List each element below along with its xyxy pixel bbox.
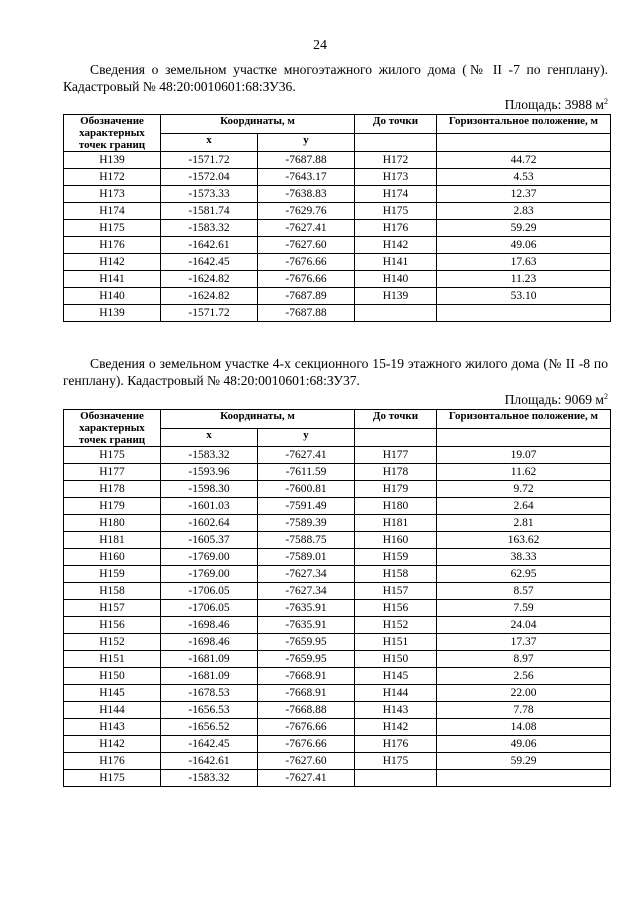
table-row: [64, 305, 611, 322]
cell-coord-x: -1583.32: [161, 447, 258, 464]
cell-point-designation: Н174: [64, 203, 161, 220]
cell-coord-y: -7638.83: [258, 186, 355, 203]
cell-to-point: Н177: [355, 447, 437, 464]
table-row: [64, 254, 611, 271]
cell-horizontal-distance: 62.95: [437, 566, 611, 583]
cell-horizontal-distance: 2.64: [437, 498, 611, 515]
cell-to-point: Н140: [355, 271, 437, 288]
table-row: [64, 617, 611, 634]
header-to-point: До точки: [355, 410, 437, 429]
cell-coord-y: -7627.41: [258, 770, 355, 787]
table-row: [64, 447, 611, 464]
header-to-point: До точки: [355, 115, 437, 134]
cell-coord-x: -1571.72: [161, 305, 258, 322]
cell-coord-y: -7659.95: [258, 651, 355, 668]
cell-point-designation: Н158: [64, 583, 161, 600]
cell-horizontal-distance: 8.97: [437, 651, 611, 668]
cell-to-point: Н160: [355, 532, 437, 549]
section-1-area-label: Площадь: 3988 м: [504, 97, 604, 112]
cell-point-designation: Н140: [64, 288, 161, 305]
cell-to-point: Н180: [355, 498, 437, 515]
cell-coord-x: -1598.30: [161, 481, 258, 498]
cell-to-point: Н181: [355, 515, 437, 532]
header-x: x: [161, 428, 258, 447]
cell-to-point: Н139: [355, 288, 437, 305]
cell-horizontal-distance: 4.53: [437, 169, 611, 186]
cell-coord-y: -7627.34: [258, 566, 355, 583]
cell-horizontal-distance: 11.62: [437, 464, 611, 481]
cell-coord-x: -1642.61: [161, 237, 258, 254]
cell-coord-y: -7676.66: [258, 271, 355, 288]
cell-point-designation: Н145: [64, 685, 161, 702]
cell-to-point: Н144: [355, 685, 437, 702]
cell-coord-y: -7611.59: [258, 464, 355, 481]
header-designation: Обозначение характерных точек границ: [64, 115, 161, 152]
section-2-area: [63, 392, 608, 408]
cell-to-point: Н179: [355, 481, 437, 498]
cell-horizontal-distance: 17.63: [437, 254, 611, 271]
cell-coord-x: -1769.00: [161, 566, 258, 583]
cell-horizontal-distance: 17.37: [437, 634, 611, 651]
cell-to-point: Н176: [355, 220, 437, 237]
table-row: [64, 220, 611, 237]
cell-coord-y: -7668.91: [258, 668, 355, 685]
cell-coord-y: -7589.39: [258, 515, 355, 532]
cell-horizontal-distance: 49.06: [437, 736, 611, 753]
cell-horizontal-distance: 38.33: [437, 549, 611, 566]
cell-coord-y: -7635.91: [258, 600, 355, 617]
cell-coord-x: -1601.03: [161, 498, 258, 515]
cell-horizontal-distance: 9.72: [437, 481, 611, 498]
header-x: x: [161, 133, 258, 152]
cell-coord-x: -1698.46: [161, 617, 258, 634]
cell-point-designation: Н144: [64, 702, 161, 719]
table-row: [64, 770, 611, 787]
table-row: [64, 498, 611, 515]
cell-coord-y: -7588.75: [258, 532, 355, 549]
cell-horizontal-distance: 8.57: [437, 583, 611, 600]
cell-to-point: Н151: [355, 634, 437, 651]
section-2-coordinates-table: [63, 409, 611, 787]
cell-point-designation: Н172: [64, 169, 161, 186]
cell-to-point: Н158: [355, 566, 437, 583]
cell-coord-x: -1706.05: [161, 583, 258, 600]
section-1-table-body: [64, 152, 611, 322]
table-row: [64, 719, 611, 736]
header-coordinates: Координаты, м: [161, 115, 355, 134]
cell-point-designation: Н141: [64, 271, 161, 288]
table-row: [64, 651, 611, 668]
table-row: [64, 203, 611, 220]
cell-point-designation: Н175: [64, 447, 161, 464]
cell-to-point: Н145: [355, 668, 437, 685]
cell-point-designation: Н139: [64, 152, 161, 169]
cell-point-designation: Н180: [64, 515, 161, 532]
section-1-heading: Сведения о земельном участке многоэтажного жилого дома (№ II -7 по генплану). Кадастровый № 48:20:0010601:68:ЗУ36.: [63, 62, 608, 94]
cell-point-designation: Н176: [64, 753, 161, 770]
cell-point-designation: Н157: [64, 600, 161, 617]
cell-coord-x: -1583.32: [161, 770, 258, 787]
cell-coord-y: -7635.91: [258, 617, 355, 634]
cell-coord-x: -1593.96: [161, 464, 258, 481]
cell-to-point: Н143: [355, 702, 437, 719]
cell-point-designation: Н175: [64, 220, 161, 237]
cell-coord-x: -1706.05: [161, 600, 258, 617]
table-row: [64, 702, 611, 719]
cell-coord-x: -1698.46: [161, 634, 258, 651]
cell-coord-x: -1581.74: [161, 203, 258, 220]
cell-coord-x: -1573.33: [161, 186, 258, 203]
table-row: [64, 685, 611, 702]
cell-coord-x: -1624.82: [161, 288, 258, 305]
cell-coord-x: -1624.82: [161, 271, 258, 288]
cell-coord-y: -7627.41: [258, 447, 355, 464]
section-2-table-body: [64, 447, 611, 787]
cell-horizontal-distance: 53.10: [437, 288, 611, 305]
cell-to-point: Н152: [355, 617, 437, 634]
table-row: [64, 634, 611, 651]
cell-to-point: Н159: [355, 549, 437, 566]
cell-horizontal-distance: 2.83: [437, 203, 611, 220]
cell-coord-y: -7591.49: [258, 498, 355, 515]
header-horizontal: Горизонтальное положение, м: [437, 115, 611, 134]
cell-point-designation: Н173: [64, 186, 161, 203]
cell-horizontal-distance: 163.62: [437, 532, 611, 549]
cell-to-point: [355, 305, 437, 322]
section-1-area: [63, 97, 608, 113]
cell-to-point: Н150: [355, 651, 437, 668]
cell-coord-x: -1583.32: [161, 220, 258, 237]
table-row: [64, 736, 611, 753]
cell-coord-y: -7627.41: [258, 220, 355, 237]
cell-horizontal-distance: 24.04: [437, 617, 611, 634]
table-row: [64, 532, 611, 549]
table-row: [64, 549, 611, 566]
cell-coord-x: -1571.72: [161, 152, 258, 169]
cell-point-designation: Н176: [64, 237, 161, 254]
cell-coord-y: -7687.88: [258, 305, 355, 322]
section-1-coordinates-table: [63, 114, 611, 322]
cell-point-designation: Н179: [64, 498, 161, 515]
cell-point-designation: Н156: [64, 617, 161, 634]
cell-to-point: Н142: [355, 237, 437, 254]
cell-horizontal-distance: 2.56: [437, 668, 611, 685]
cell-coord-x: -1681.09: [161, 668, 258, 685]
table-row: [64, 583, 611, 600]
table-row: [64, 481, 611, 498]
header-horizontal-empty: [437, 428, 611, 447]
cell-coord-x: -1572.04: [161, 169, 258, 186]
cell-coord-y: -7627.34: [258, 583, 355, 600]
cell-point-designation: Н142: [64, 254, 161, 271]
section-2-heading: Сведения о земельном участке 4-х секционного 15-19 этажного жилого дома (№ II -8 по генплану). Кадастровый № 48:20:0010601:68:ЗУ37.: [63, 356, 608, 388]
cell-horizontal-distance: [437, 305, 611, 322]
cell-coord-x: -1642.45: [161, 254, 258, 271]
table-row: [64, 288, 611, 305]
cell-coord-y: -7627.60: [258, 753, 355, 770]
cell-point-designation: Н142: [64, 736, 161, 753]
header-to-point-empty: [355, 133, 437, 152]
cell-point-designation: Н143: [64, 719, 161, 736]
table-row: [64, 237, 611, 254]
cell-horizontal-distance: 44.72: [437, 152, 611, 169]
cell-to-point: Н175: [355, 753, 437, 770]
cell-to-point: Н176: [355, 736, 437, 753]
cell-coord-x: -1605.37: [161, 532, 258, 549]
cell-point-designation: Н151: [64, 651, 161, 668]
section-2-area-unit-sup: 2: [604, 392, 608, 401]
cell-coord-x: -1769.00: [161, 549, 258, 566]
cell-to-point: Н173: [355, 169, 437, 186]
table-row: [64, 753, 611, 770]
cell-coord-y: -7687.89: [258, 288, 355, 305]
cell-to-point: Н174: [355, 186, 437, 203]
section-1-area-unit-sup: 2: [604, 97, 608, 106]
cell-to-point: Н142: [355, 719, 437, 736]
cell-coord-x: -1678.53: [161, 685, 258, 702]
table-row: [64, 169, 611, 186]
cell-to-point: Н156: [355, 600, 437, 617]
cell-coord-x: -1642.45: [161, 736, 258, 753]
cell-coord-y: -7589.01: [258, 549, 355, 566]
cell-horizontal-distance: 22.00: [437, 685, 611, 702]
header-y: y: [258, 428, 355, 447]
table-row: [64, 668, 611, 685]
cell-horizontal-distance: 59.29: [437, 220, 611, 237]
cell-horizontal-distance: 7.59: [437, 600, 611, 617]
cell-coord-y: -7627.60: [258, 237, 355, 254]
header-coordinates: Координаты, м: [161, 410, 355, 429]
cell-horizontal-distance: 49.06: [437, 237, 611, 254]
cell-horizontal-distance: 59.29: [437, 753, 611, 770]
cell-to-point: Н157: [355, 583, 437, 600]
cell-horizontal-distance: 11.23: [437, 271, 611, 288]
table-row: [64, 152, 611, 169]
cell-coord-y: -7687.88: [258, 152, 355, 169]
cell-horizontal-distance: 14.08: [437, 719, 611, 736]
cell-coord-y: -7643.17: [258, 169, 355, 186]
table-row: [64, 566, 611, 583]
cell-coord-y: -7659.95: [258, 634, 355, 651]
cell-point-designation: Н175: [64, 770, 161, 787]
cell-coord-y: -7668.91: [258, 685, 355, 702]
cell-point-designation: Н152: [64, 634, 161, 651]
table-row: [64, 515, 611, 532]
cell-point-designation: Н160: [64, 549, 161, 566]
cell-point-designation: Н177: [64, 464, 161, 481]
table-row: [64, 600, 611, 617]
cell-point-designation: Н139: [64, 305, 161, 322]
cell-to-point: [355, 770, 437, 787]
cell-coord-y: -7676.66: [258, 254, 355, 271]
section-2-area-label: Площадь: 9069 м: [504, 392, 604, 407]
cell-horizontal-distance: 7.78: [437, 702, 611, 719]
cell-coord-y: -7676.66: [258, 719, 355, 736]
cell-to-point: Н141: [355, 254, 437, 271]
cell-to-point: Н178: [355, 464, 437, 481]
header-horizontal-empty: [437, 133, 611, 152]
cell-point-designation: Н150: [64, 668, 161, 685]
cell-coord-y: -7676.66: [258, 736, 355, 753]
header-to-point-empty: [355, 428, 437, 447]
header-designation: Обозначение характерных точек границ: [64, 410, 161, 447]
cell-point-designation: Н178: [64, 481, 161, 498]
page-number: 24: [313, 38, 327, 53]
header-y: y: [258, 133, 355, 152]
cell-point-designation: Н159: [64, 566, 161, 583]
cell-coord-y: -7668.88: [258, 702, 355, 719]
cell-coord-x: -1656.53: [161, 702, 258, 719]
cell-to-point: Н172: [355, 152, 437, 169]
cell-horizontal-distance: 2.81: [437, 515, 611, 532]
cell-coord-x: -1656.52: [161, 719, 258, 736]
cell-coord-x: -1602.64: [161, 515, 258, 532]
cell-coord-y: -7600.81: [258, 481, 355, 498]
table-row: [64, 271, 611, 288]
cell-coord-y: -7629.76: [258, 203, 355, 220]
cell-to-point: Н175: [355, 203, 437, 220]
table-row: [64, 186, 611, 203]
cell-horizontal-distance: 12.37: [437, 186, 611, 203]
header-horizontal: Горизонтальное положение, м: [437, 410, 611, 429]
cell-horizontal-distance: [437, 770, 611, 787]
cell-point-designation: Н181: [64, 532, 161, 549]
cell-coord-x: -1642.61: [161, 753, 258, 770]
cell-coord-x: -1681.09: [161, 651, 258, 668]
cell-horizontal-distance: 19.07: [437, 447, 611, 464]
table-row: [64, 464, 611, 481]
